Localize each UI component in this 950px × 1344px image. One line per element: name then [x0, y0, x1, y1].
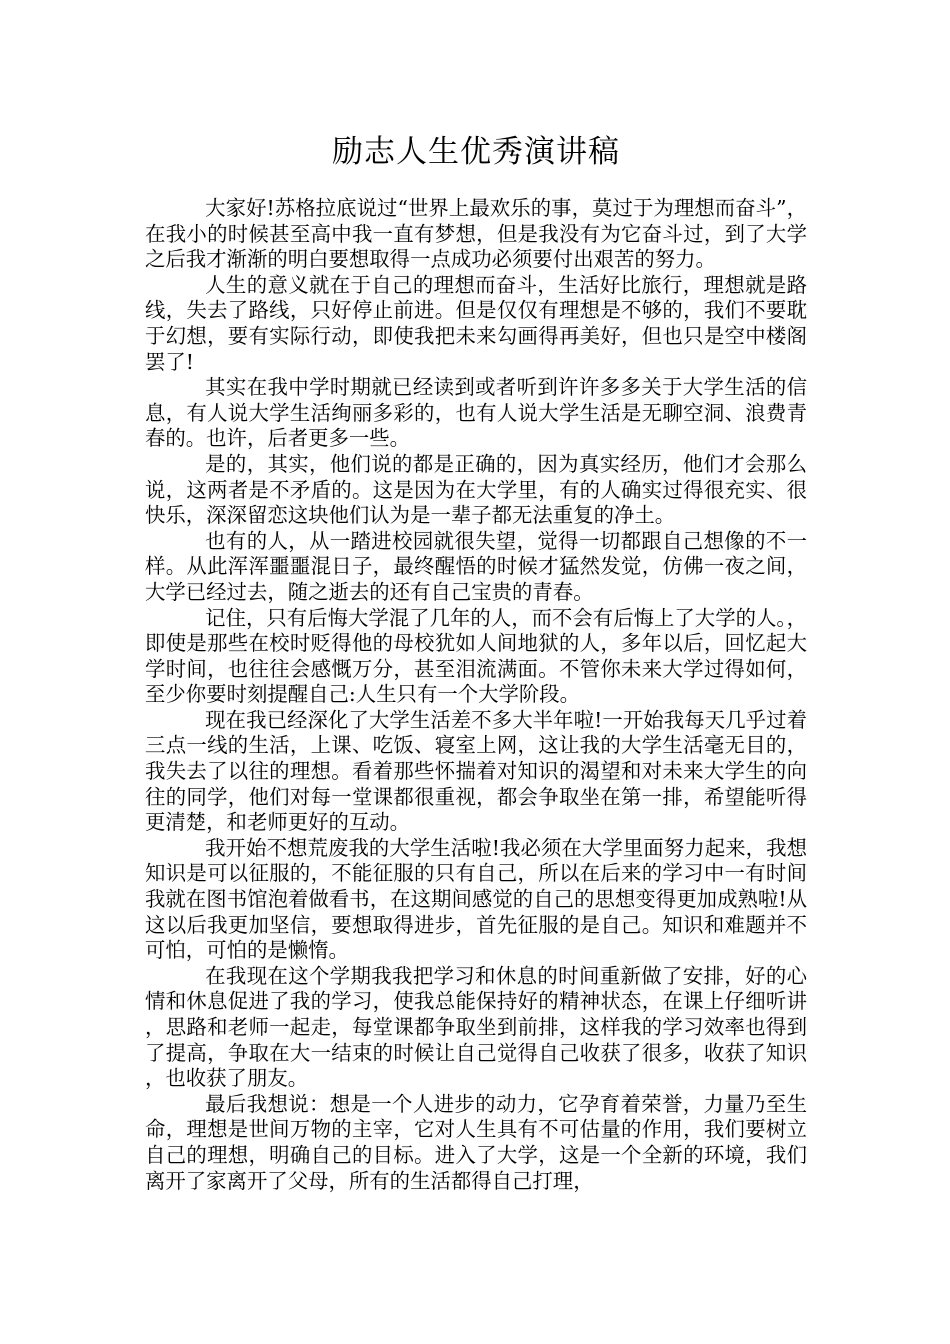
paragraph-5: 也有的人，从一踏进校园就很失望，觉得一切都跟自己想像的不一样。从此浑浑噩噩混日子，最终醒悟的时候才猛然发觉，仿佛一夜之间，大学已经过去，随之逝去的还有自己宝贵的青春。 [145, 528, 807, 604]
paragraph-9: 在我现在这个学期我我把学习和休息的时间重新做了安排，好的心情和休息促进了我的学习，使我总能保持好的精神状态，在课上仔细听讲，思路和老师一起走，每堂课都争取坐到前排，这样我的学习效率也得到了提高，争取在大一结束的时候让自己觉得自己收获了很多，收获了知识，也收获了朋友。 [145, 963, 807, 1091]
paragraph-8: 我开始不想荒废我的大学生活啦!我必须在大学里面努力起来，我想知识是可以征服的，不能征服的只有自己，所以在后来的学习中一有时间我就在图书馆泡着做看书，在这期间感觉的自己的思想变得更加成熟啦!从这以后我更加坚信，要想取得进步，首先征服的是自己。知识和难题并不可怕，可怕的是懒惰。 [145, 835, 807, 963]
paragraph-2: 人生的意义就在于自己的理想而奋斗，生活好比旅行，理想就是路线，失去了路线，只好停止前进。但是仅仅有理想是不够的，我们不要耽于幻想，要有实际行动，即使我把未来勾画得再美好，但也只是空中楼阁罢了! [145, 272, 807, 374]
document-title: 励志人生优秀演讲稿 [332, 134, 620, 170]
paragraph-7: 现在我已经深化了大学生活差不多大半年啦!一开始我每天几乎过着三点一线的生活，上课、吃饭、寝室上网，这让我的大学生活毫无目的，我失去了以往的理想。看着那些怀揣着对知识的渴望和对未来大学生的向往的同学，他们对每一堂课都很重视，都会争取坐在第一排，希望能听得更清楚，和老师更好的互动。 [145, 707, 807, 835]
paragraph-10: 最后我想说：想是一个人进步的动力，它孕育着荣誉，力量乃至生命，理想是世间万物的主宰，它对人生具有不可估量的作用，我们要树立自己的理想，明确自己的目标。进入了大学，这是一个全新的环境，我们离开了家离开了父母，所有的生活都得自己打理， [145, 1091, 807, 1193]
paragraph-3: 其实在我中学时期就已经读到或者听到许许多多关于大学生活的信息，有人说大学生活绚丽多彩的，也有人说大学生活是无聊空洞、浪费青春的。也许，后者更多一些。 [145, 375, 807, 451]
paragraph-6: 记住，只有后悔大学混了几年的人，而不会有后悔上了大学的人。，即使是那些在校时贬得他的母校犹如人间地狱的人，多年以后，回忆起大学时间，也往往会感慨万分，甚至泪流满面。不管你未来大学过得如何，至少你要时刻提醒自己:人生只有一个大学阶段。 [145, 605, 807, 707]
document-page [145, 0, 807, 1194]
paragraph-1: 大家好!苏格拉底说过“世界上最欢乐的事，莫过于为理想而奋斗”，在我小的时候甚至高中我一直有梦想，但是我没有为它奋斗过，到了大学之后我才渐渐的明白要想取得一点成功必须要付出艰苦的努力。 [145, 196, 807, 272]
paragraph-4: 是的，其实，他们说的都是正确的，因为真实经历，他们才会那么说，这两者是不矛盾的。这是因为在大学里，有的人确实过得很充实、很快乐，深深留恋这块他们认为是一辈子都无法重复的净土。 [145, 451, 807, 528]
document-body [145, 196, 807, 1194]
